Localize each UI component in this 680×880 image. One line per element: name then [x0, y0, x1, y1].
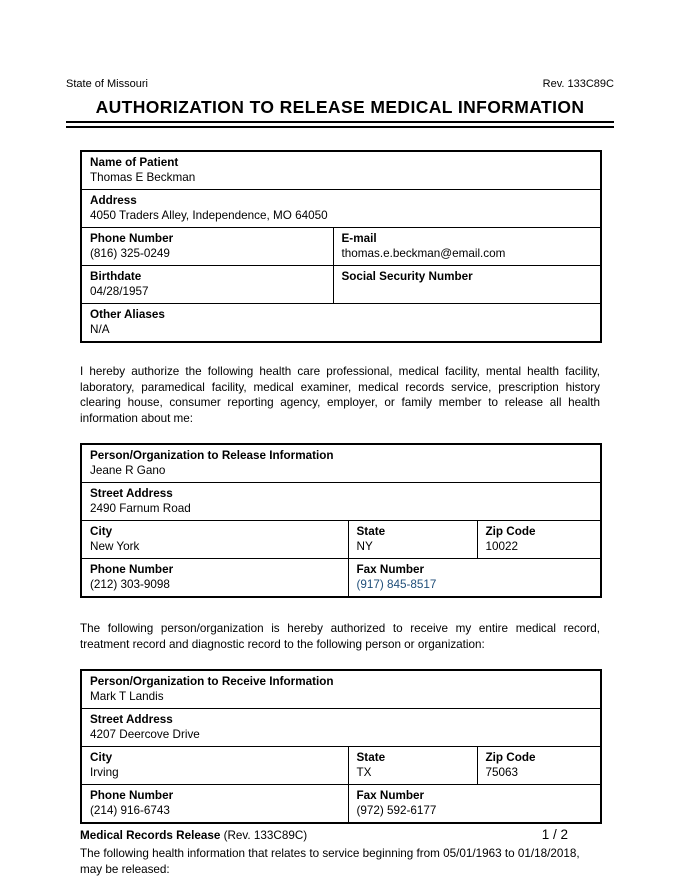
- table-row: [81, 266, 601, 304]
- field-label: Phone Number: [90, 789, 174, 802]
- field-street-address: [81, 709, 601, 747]
- field-label: Phone Number: [90, 232, 174, 245]
- field-label: Phone Number: [90, 563, 174, 576]
- table-row: [81, 444, 601, 483]
- field-fax-number: [348, 559, 601, 598]
- field-value: 4207 Deercove Drive: [90, 728, 200, 741]
- table-row: [81, 559, 601, 598]
- field-phone-number: [81, 785, 348, 824]
- title-divider-rule: [66, 121, 614, 128]
- field-label: Fax Number: [356, 789, 425, 802]
- table-row: [81, 785, 601, 824]
- receive-paragraph: The following person/organization is hereby authorized to receive my entire medical record, treatment record and diagnostic record to the following person or organization:: [80, 622, 600, 651]
- table-row: [81, 151, 601, 190]
- field-label: State: [356, 751, 386, 764]
- field-value: Thomas E Beckman: [90, 171, 196, 184]
- field-state: [348, 521, 477, 559]
- field-label: City: [90, 751, 113, 764]
- field-value: 10022: [485, 540, 519, 553]
- field-city: [81, 747, 348, 785]
- footer-document-name: [80, 829, 307, 842]
- field-ssn: [333, 266, 601, 304]
- field-value: (972) 592-6177: [356, 804, 437, 817]
- field-value: 04/28/1957: [90, 285, 149, 298]
- field-email: [333, 228, 601, 266]
- field-label: Zip Code: [485, 525, 536, 538]
- state-label: State of Missouri: [66, 78, 148, 90]
- field-label: Person/Organization to Release Information: [90, 449, 334, 462]
- field-value: N/A: [90, 323, 110, 336]
- field-other-aliases: [81, 304, 601, 343]
- page-footer: [80, 827, 600, 842]
- table-row: [81, 709, 601, 747]
- receive-party-table: [80, 669, 602, 824]
- field-label: Street Address: [90, 487, 173, 500]
- field-label: Fax Number: [356, 563, 425, 576]
- field-value: Irving: [90, 766, 119, 779]
- field-label: Street Address: [90, 713, 173, 726]
- table-row: [81, 190, 601, 228]
- field-phone-number: [81, 228, 333, 266]
- field-phone-number: [81, 559, 348, 598]
- field-receive-org: [81, 670, 601, 709]
- patient-info-table: [80, 150, 602, 343]
- field-value: TX: [356, 766, 372, 779]
- revision-label: Rev. 133C89C: [542, 78, 614, 90]
- page-indicator: 1 / 2: [541, 827, 568, 842]
- field-fax-number: [348, 785, 601, 824]
- field-value: thomas.e.beckman@email.com: [341, 247, 506, 260]
- table-row: [81, 521, 601, 559]
- footer-doc-rev: (Rev. 133C89C): [223, 829, 308, 842]
- field-address: [81, 190, 601, 228]
- field-label: Address: [90, 194, 137, 207]
- field-value: (816) 325-0249: [90, 247, 170, 260]
- field-value: 2490 Farnum Road: [90, 502, 191, 515]
- field-zip-code: [477, 747, 601, 785]
- field-value: Jeane R Gano: [90, 464, 166, 477]
- field-value: Mark T Landis: [90, 690, 164, 703]
- table-row: [81, 483, 601, 521]
- field-street-address: [81, 483, 601, 521]
- table-row: [81, 304, 601, 343]
- field-state: [348, 747, 477, 785]
- header-meta-row: [66, 78, 614, 91]
- authorize-paragraph: I hereby authorize the following health care professional, medical facility, mental health facility, laboratory, paramedical facility, medical examiner, medical records service, prescription history clearing house, consumer reporting agency, employer, or family member to release all health information about me:: [80, 365, 600, 425]
- page-title: AUTHORIZATION TO RELEASE MEDICAL INFORMATION: [95, 97, 585, 117]
- field-value: [342, 284, 593, 299]
- field-value: (212) 303-9098: [90, 578, 170, 591]
- field-name-of-patient: [81, 151, 601, 190]
- field-label: Social Security Number: [341, 270, 473, 283]
- field-release-org: [81, 444, 601, 483]
- field-label: Other Aliases: [90, 308, 165, 321]
- field-label: State: [356, 525, 386, 538]
- field-value: 4050 Traders Alley, Independence, MO 64050: [90, 209, 328, 222]
- field-label: Zip Code: [485, 751, 536, 764]
- field-value: NY: [356, 540, 373, 553]
- field-label: Birthdate: [90, 270, 142, 283]
- release-party-table: [80, 443, 602, 598]
- table-row: [81, 228, 601, 266]
- field-label: Person/Organization to Receive Information: [90, 675, 334, 688]
- field-label: E-mail: [341, 232, 377, 245]
- fax-number-link[interactable]: (917) 845-8517: [356, 578, 437, 591]
- field-zip-code: [477, 521, 601, 559]
- field-value: 75063: [485, 766, 519, 779]
- footer-doc-title: Medical Records Release: [80, 829, 221, 842]
- service-dates-paragraph: The following health information that relates to service beginning from 05/01/1963 to 01/18/2018, may be released:: [80, 847, 580, 876]
- form-content: [80, 150, 600, 877]
- field-label: City: [90, 525, 113, 538]
- field-city: [81, 521, 348, 559]
- field-label: Name of Patient: [90, 156, 179, 169]
- table-row: [81, 670, 601, 709]
- field-value: New York: [90, 540, 140, 553]
- field-value: (214) 916-6743: [90, 804, 170, 817]
- table-row: [81, 747, 601, 785]
- field-birthdate: [81, 266, 333, 304]
